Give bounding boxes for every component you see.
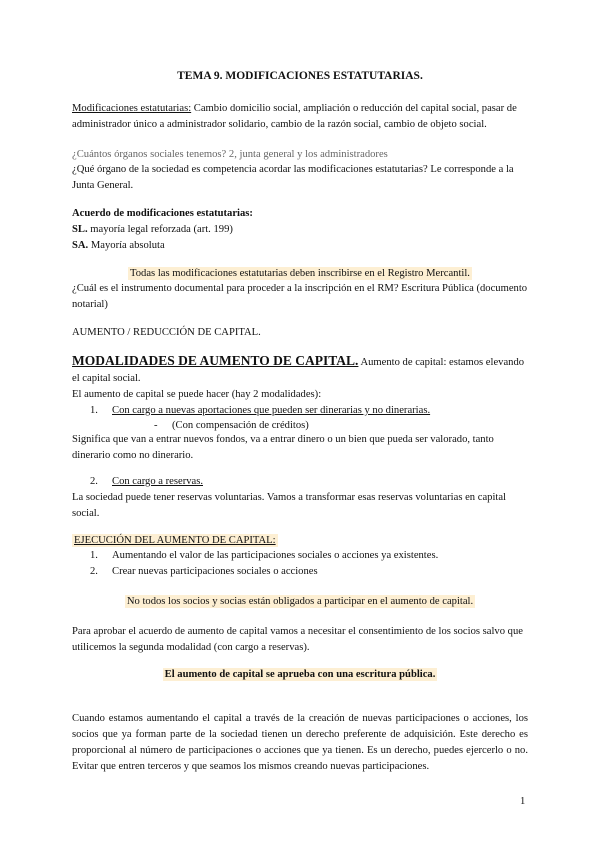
modalidad-item-2 bbox=[90, 474, 203, 490]
item-text: Aumentando el valor de las participaciones sociales o acciones ya existentes. bbox=[112, 550, 439, 561]
socios-note bbox=[72, 594, 528, 610]
escritura-note bbox=[72, 667, 528, 683]
ejecucion-item-1 bbox=[90, 548, 438, 564]
dash-marker: - bbox=[154, 420, 158, 431]
item-text: Con cargo a nuevas aportaciones que pueden ser dinerarias y no dinerarias. bbox=[112, 405, 431, 416]
registro-note bbox=[72, 266, 528, 282]
item-text: Crear nuevas participaciones sociales o acciones bbox=[112, 566, 318, 577]
aprobar-paragraph: Para aprobar el acuerdo de aumento de capital vamos a necesitar el consentimiento de los socios salvo que utilicemos la segunda modalidad (con cargo a reservas). bbox=[72, 626, 523, 653]
socios-highlight: No todos los socios y socias están obligados a participar en el aumento de capital. bbox=[126, 596, 474, 607]
item-number: 1. bbox=[90, 405, 98, 416]
modalidad-item-1 bbox=[90, 403, 430, 419]
ejecucion-heading: EJECUCIÓN DEL AUMENTO DE CAPITAL: bbox=[74, 535, 276, 546]
final-paragraph: Cuando estamos aumentando el capital a través de la creación de nuevas participaciones o acciones, los socios que ya forman parte de la sociedad tienen un derecho preferente de adquisición. Este derecho es proporcional al número de participaciones o acciones que ya tienen. Es un derecho, puedes ejercerlo o no. Evitar que entren terceros y que seamos los mismos creando nuevas participaciones. bbox=[72, 713, 528, 772]
modalidades-intro: El aumento de capital se puede hacer (hay 2 modalidades): bbox=[72, 389, 322, 400]
sl-text: mayoría legal reforzada (art. 199) bbox=[87, 224, 233, 235]
sl-label: SL. bbox=[72, 224, 88, 235]
modalidades-paragraph bbox=[72, 353, 528, 387]
sa-text: Mayoría absoluta bbox=[88, 240, 165, 251]
ejecucion-heading-line bbox=[72, 533, 528, 549]
item-number: 1. bbox=[90, 550, 98, 561]
item-number: 2. bbox=[90, 476, 98, 487]
question-competencia: ¿Qué órgano de la sociedad es competencia acordar las modificaciones estatutarias? Le corresponde a la Junta General. bbox=[72, 164, 514, 191]
ejecucion-item-2 bbox=[90, 564, 318, 580]
escritura-highlight: El aumento de capital se aprueba con una escritura pública. bbox=[164, 669, 436, 680]
subitem-text: (Con compensación de créditos) bbox=[172, 420, 309, 431]
sa-label: SA. bbox=[72, 240, 89, 251]
section-heading: AUMENTO / REDUCCIÓN DE CAPITAL. bbox=[72, 327, 261, 338]
intro-text: Cambio domicilio social, ampliación o reducción del capital social, pasar de administrador único a administrador solidario, cambio de la razón social, cambio de objeto social. bbox=[72, 103, 517, 130]
modalidad-explain-2: La sociedad puede tener reservas voluntarias. Vamos a transformar esas reservas voluntarias en capital social. bbox=[72, 492, 506, 519]
page-title: TEMA 9. MODIFICACIONES ESTATUTARIAS. bbox=[177, 70, 423, 82]
registro-highlight: Todas las modificaciones estatutarias deben inscribirse en el Registro Mercantil. bbox=[130, 268, 470, 279]
item-number: 2. bbox=[90, 566, 98, 577]
question-instrumento: ¿Cuál es el instrumento documental para proceder a la inscripción en el RM? Escritura Pública (documento notarial) bbox=[72, 283, 528, 310]
question-organos: ¿Cuántos órganos sociales tenemos? 2, junta general y los administradores bbox=[72, 149, 388, 160]
acuerdo-sa bbox=[72, 238, 528, 254]
modalidades-heading: MODALIDADES DE AUMENTO DE CAPITAL. bbox=[72, 353, 359, 368]
page-number: 1 bbox=[520, 796, 526, 807]
modalidades-text: Aumento de capital: estamos elevando el capital social. bbox=[72, 357, 525, 384]
acuerdo-heading: Acuerdo de modificaciones estatutarias: bbox=[72, 208, 253, 219]
acuerdo-sl bbox=[72, 222, 528, 238]
intro-paragraph bbox=[72, 101, 528, 133]
intro-label: Modificaciones estatutarias: bbox=[72, 103, 192, 114]
modalidad-explain-1: Significa que van a entrar nuevos fondos, va a entrar dinero o un bien que pueda ser valorado, tanto dinerario como no dinerario. bbox=[72, 434, 494, 461]
item-text: Con cargo a reservas. bbox=[112, 476, 203, 487]
